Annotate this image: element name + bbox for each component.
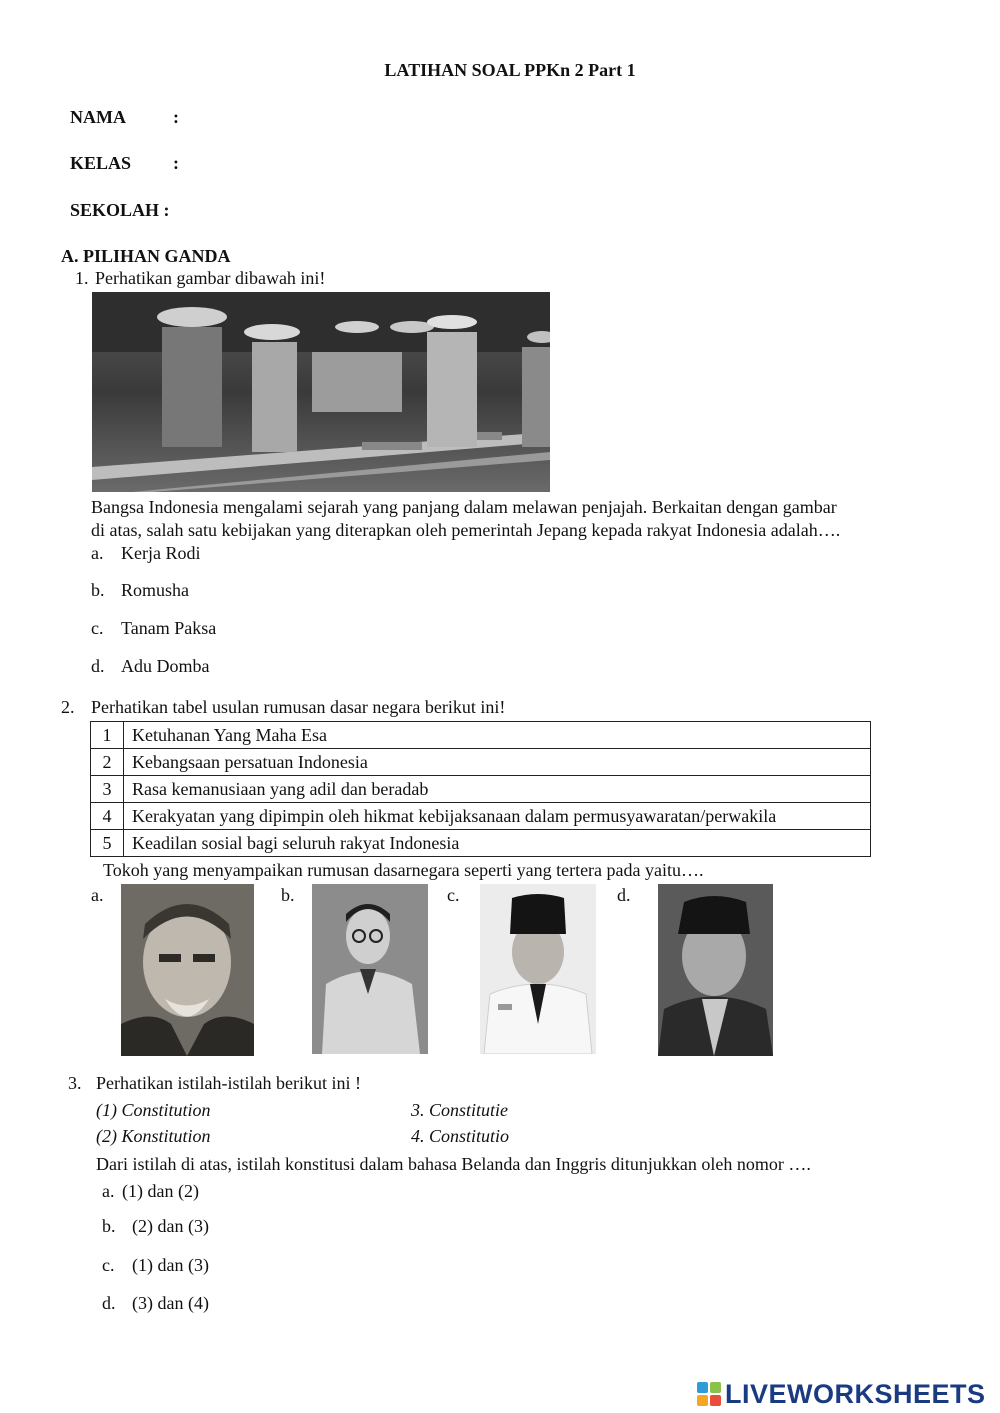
q1-option-d[interactable]: Adu Domba [121,656,210,676]
q3-term-1: (1) Constitution [96,1100,211,1120]
q3-question: Dari istilah di atas, istilah konstitusi dalam bahasa Belanda dan Inggris ditunjukkan oleh nomor …. [96,1154,811,1174]
table-cell-no: 4 [91,803,124,830]
liveworksheets-logo-icon [697,1382,721,1406]
field-colon-kelas: : [173,153,179,173]
q2-portrait-d[interactable] [658,884,773,1056]
q1-option-c-letter: c. [91,618,104,638]
table-cell-text: Ketuhanan Yang Maha Esa [124,722,871,749]
table-cell-text: Kerakyatan yang dipimpin oleh hikmat kebijaksanaan dalam permusyawaratan/perwakila [124,803,871,830]
q3-option-c[interactable]: (1) dan (3) [132,1255,209,1275]
q2-option-a-letter[interactable]: a. [91,885,104,905]
liveworksheets-watermark [697,1378,986,1410]
q3-prompt: Perhatikan istilah-istilah berikut ini ! [96,1073,361,1093]
q2-option-b-letter[interactable]: b. [281,885,295,905]
q3-term-2: (2) Konstitution [96,1126,211,1146]
page-title: LATIHAN SOAL PPKn 2 Part 1 [384,60,636,80]
table-cell-no: 5 [91,830,124,857]
q2-question: Tokoh yang menyampaikan rumusan dasarnegara seperti yang tertera pada yaitu…. [103,860,704,880]
table-cell-no: 3 [91,776,124,803]
field-colon-nama: : [173,107,179,127]
section-heading: A. PILIHAN GANDA [61,246,231,266]
q1-option-d-letter: d. [91,656,105,676]
table-cell-no: 2 [91,749,124,776]
q3-option-a-letter: a. [102,1181,115,1201]
q3-option-b-letter: b. [102,1216,116,1236]
field-label-sekolah: SEKOLAH : [70,200,170,220]
q2-number: 2. [61,697,75,717]
q3-option-b[interactable]: (2) dan (3) [132,1216,209,1236]
q3-term-4: 4. Constitutio [411,1126,510,1146]
q1-text-line1: Bangsa Indonesia mengalami sejarah yang panjang dalam melawan penjajah. Berkaitan dengan gambar [91,497,837,517]
q1-photo-romusha [92,292,550,492]
table-cell-text: Keadilan sosial bagi seluruh rakyat Indonesia [124,830,871,857]
watermark-text: LIVEWORKSHEETS [725,1378,986,1409]
q1-option-a[interactable]: Kerja Rodi [121,543,201,563]
q3-option-d[interactable]: (3) dan (4) [132,1293,209,1313]
table-row [91,803,871,830]
q3-term-3: 3. Constitutie [411,1100,509,1120]
table-cell-no: 1 [91,722,124,749]
q1-option-b-letter: b. [91,580,105,600]
q1-text-line2: di atas, salah satu kebijakan yang diterapkan oleh pemerintah Jepang kepada rakyat Indonesia adalah…. [91,520,841,540]
table-row [91,722,871,749]
q1-number: 1. [75,268,89,288]
q2-option-d-letter[interactable]: d. [617,885,631,905]
rumusan-table [90,721,871,857]
q1-option-a-letter: a. [91,543,104,563]
table-row [91,776,871,803]
q1-prompt: Perhatikan gambar dibawah ini! [95,268,326,288]
q2-portrait-c[interactable] [480,884,596,1054]
table-row [91,749,871,776]
q2-option-c-letter[interactable]: c. [447,885,460,905]
field-label-nama: NAMA [70,107,126,127]
q3-option-c-letter: c. [102,1255,115,1275]
q2-portrait-b[interactable] [312,884,428,1054]
q3-number: 3. [68,1073,82,1093]
q2-prompt: Perhatikan tabel usulan rumusan dasar negara berikut ini! [91,697,506,717]
table-row [91,830,871,857]
table-cell-text: Kebangsaan persatuan Indonesia [124,749,871,776]
q2-portrait-a[interactable] [121,884,254,1056]
q3-option-a[interactable]: (1) dan (2) [122,1181,199,1201]
field-label-kelas: KELAS [70,153,132,173]
q3-option-d-letter: d. [102,1293,116,1313]
table-cell-text: Rasa kemanusiaan yang adil dan beradab [124,776,871,803]
q1-option-b[interactable]: Romusha [121,580,190,600]
q1-option-c[interactable]: Tanam Paksa [121,618,217,638]
